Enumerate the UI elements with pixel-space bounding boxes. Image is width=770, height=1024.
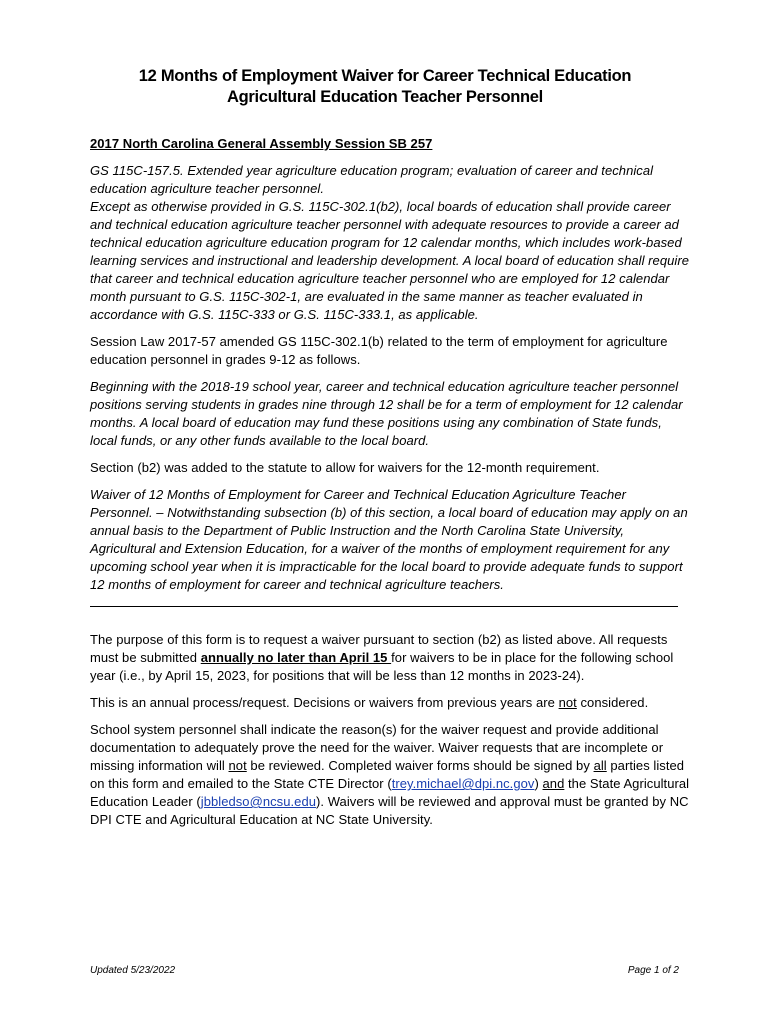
statute-body: Except as otherwise provided in G.S. 115C-302.1(b2), local boards of education shall provide career and technical education agriculture teacher personnel with adequate resources to provide a career ad technical education agriculture education program for 12 calendar months, which includes work-based learning services and instructional and leadership development. A local board of education shall require that career and technical education agriculture teacher personnel who are employed for 12 calendar month pursuant to G.S. 115C-302-1, are evaluated in the same manner as teacher evaluated in accordance with G.S. 115C-333 or G.S. 115C-333.1, as applicable. [90,199,689,322]
document-body [90,135,690,838]
annual-not-emphasis: not [558,695,577,710]
section-heading: 2017 North Carolina General Assembly Session SB 257 [90,136,433,151]
personnel-paragraph [90,721,690,829]
purpose-paragraph [90,631,690,685]
personnel-text-4: ) [534,776,543,791]
section-b2-paragraph: Section (b2) was added to the statute to allow for waivers for the 12-month requirement. [90,460,600,475]
personnel-text-5: the State Agricultural Education Leader ( [90,776,690,809]
document-title [60,66,710,108]
annual-text-end: considered. [576,695,649,710]
purpose-text-start: The purpose of this form is to request a waiver pursuant to section (b2) as listed above. All requests must be submitted [90,632,668,665]
personnel-not-emphasis: not [228,758,247,773]
deadline-emphasis: annually no later than April 15 [200,650,392,665]
waiver-quote-paragraph: Waiver of 12 Months of Employment for Career and Technical Education Agriculture Teacher Personnel. – Notwithstanding subsection (b) of this section, a local board of education may apply on an annual basis to the Department of Public Instruction and the North Carolina State University, Agricultural and Extension Education, for a waiver of the months of employment requirement for any upcoming school year when it is impracticable for the local board to provide adequate funds to support 12 months of employment for career and technical agriculture teachers. [90,487,688,592]
divider-line [90,606,678,607]
session-law-paragraph: Session Law 2017-57 amended GS 115C-302.1(b) related to the term of employment for agriculture education personnel in grades 9-12 as follows. [90,334,668,367]
personnel-text-6: ). Waivers will be reviewed and approval must be granted by NC DPI CTE and Agricultural Education at NC State University. [90,794,689,827]
personnel-and-emphasis: and [542,776,565,791]
title-line-1: 12 Months of Employment Waiver for Career Technical Education [138,67,632,85]
personnel-text-3: parties listed on this form and emailed to the State CTE Director ( [90,758,685,791]
personnel-text-2: be reviewed. Completed waiver forms should be signed by [246,758,594,773]
beginning-paragraph: Beginning with the 2018-19 school year, career and technical education agriculture teacher personnel positions serving students in grades nine through 12 shall be for a term of employment for 12 calendar months. A local board of education may fund these positions using any combination of State funds, local funds, or any other funds available to the local board. [90,379,683,448]
annual-paragraph [90,694,690,712]
cte-director-email-link[interactable]: trey.michael@dpi.nc.gov [391,776,535,791]
footer-page-number: Page 1 of 2 [627,965,679,976]
title-line-2: Agricultural Education Teacher Personnel [227,88,543,106]
purpose-text-end: for waivers to be in place for the following school year (i.e., by April 15, 2023, for positions that will be less than 12 months in 2023-24). [90,650,674,683]
personnel-text-1: School system personnel shall indicate the reason(s) for the waiver request and provide additional documentation to adequately prove the need for the waiver. Waiver requests that are incomplete or missing information will [90,722,664,773]
statute-title: GS 115C-157.5. Extended year agriculture education program; evaluation of career and technical education agriculture teacher personnel. [90,163,654,196]
annual-text-start: This is an annual process/request. Decisions or waivers from previous years are [90,695,559,710]
personnel-all-emphasis: all [593,758,607,773]
footer-updated-date: Updated 5/23/2022 [90,965,176,976]
ag-ed-leader-email-link[interactable]: jbbledso@ncsu.edu [200,794,317,809]
statute-paragraph [90,162,690,324]
